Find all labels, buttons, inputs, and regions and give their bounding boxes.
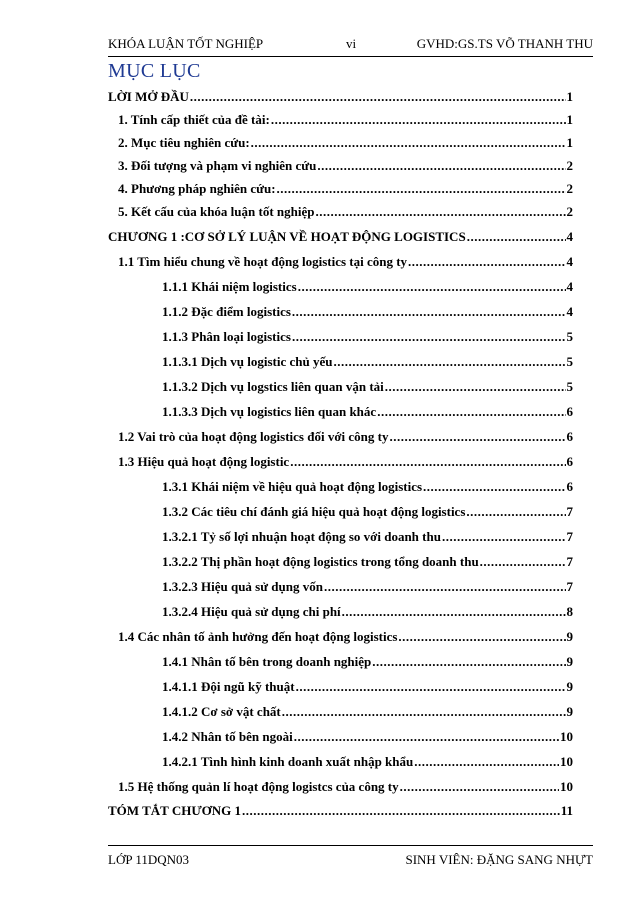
toc-entry (162, 728, 573, 746)
toc-leader (342, 603, 566, 621)
toc-entry-page: 9 (566, 704, 573, 719)
toc-entry-page: 6 (566, 479, 573, 494)
toc-entry (162, 678, 573, 696)
toc-entry-text: LỜI MỞ ĐẦU (108, 89, 189, 104)
toc-entry-page: 10 (560, 779, 573, 794)
toc-leader (385, 378, 566, 396)
toc-entry-text: 1.2 Vai trò của hoạt động logistics đối với công ty (118, 429, 389, 444)
toc-leader (480, 553, 566, 571)
toc-entry (162, 378, 573, 396)
toc-entry-text: 1.1.3.3 Dịch vụ logistics liên quan khác (162, 404, 377, 419)
toc-entry-text: TÓM TẮT CHƯƠNG 1 (108, 803, 242, 818)
toc-entry-page: 7 (566, 529, 573, 544)
toc-entry-page: 9 (566, 679, 573, 694)
toc-entry (162, 403, 573, 421)
toc-leader (317, 157, 565, 175)
toc-entry-text: 5. Kết cấu của khóa luận tốt nghiệp (118, 204, 315, 219)
toc-entry (118, 157, 573, 175)
toc-entry-page: 6 (566, 429, 573, 444)
toc-entry (118, 628, 573, 646)
toc-entry-text: 3. Đối tượng và phạm vi nghiên cứu (118, 158, 317, 173)
toc-entry (118, 253, 573, 271)
toc-entry (162, 353, 573, 371)
toc-entry (162, 303, 573, 321)
footer-class: LỚP 11DQN03 (108, 852, 190, 867)
toc-leader (290, 453, 565, 471)
toc-entry-text: 1.4.1 Nhân tố bên trong doanh nghiệp (162, 654, 372, 669)
toc-leader (423, 478, 565, 496)
toc-entry (162, 603, 573, 621)
toc-entry (108, 802, 573, 820)
header-page-number: vi (346, 36, 357, 51)
toc-entry-text: 1. Tính cấp thiết của đề tài: (118, 112, 270, 127)
toc-entry-text: 1.3.2 Các tiêu chí đánh giá hiệu quả hoạt động logistics (162, 504, 466, 519)
toc-entry-page: 6 (566, 454, 573, 469)
toc-entry (108, 228, 573, 246)
toc-entry-text: 1.5 Hệ thống quản lí hoạt động logistcs của công ty (118, 779, 399, 794)
toc-leader (282, 703, 566, 721)
toc-leader (296, 678, 566, 696)
toc-entry (118, 203, 573, 221)
toc-entry (162, 328, 573, 346)
toc-entry-text: 1.1.3.1 Dịch vụ logistic chủ yếu (162, 354, 333, 369)
toc-entry (118, 778, 573, 796)
toc-leader (242, 802, 560, 820)
page-footer (108, 845, 593, 866)
toc-entry (162, 278, 573, 296)
toc-leader (442, 528, 566, 546)
toc-entry-text: 1.4 Các nhân tố ảnh hưởng đến hoạt động logistics (118, 629, 398, 644)
toc-entry (118, 453, 573, 471)
toc-leader (190, 88, 566, 106)
toc-entry (162, 703, 573, 721)
toc-entry-text: 1.3 Hiệu quả hoạt động logistic (118, 454, 290, 469)
toc-entry-page: 1 (566, 135, 573, 150)
toc-entry-text: 1.1.1 Khái niệm logistics (162, 279, 297, 294)
toc-entry-text: 1.1.3 Phân loại logistics (162, 329, 291, 344)
toc-leader (292, 303, 566, 321)
toc-entry (118, 134, 573, 152)
toc-entry (162, 553, 573, 571)
toc-entry-text: 1.4.2 Nhân tố bên ngoài (162, 729, 293, 744)
toc-entry (162, 653, 573, 671)
toc-entry-page: 1 (566, 112, 573, 127)
toc-entry-page: 8 (566, 604, 573, 619)
toc-entry (162, 578, 573, 596)
toc-entry-page: 5 (566, 379, 573, 394)
toc-entry-text: 1.4.1.2 Cơ sở vật chất (162, 704, 281, 719)
toc-leader (372, 653, 565, 671)
toc-entry (118, 111, 573, 129)
toc-entry-text: CHƯƠNG 1 :CƠ SỞ LÝ LUẬN VỀ HOẠT ĐỘNG LOGISTICS (108, 229, 466, 244)
toc-entry (162, 503, 573, 521)
toc-leader (389, 428, 565, 446)
toc-entry-page: 10 (560, 729, 573, 744)
toc-leader (398, 628, 565, 646)
toc-entry (118, 428, 573, 446)
footer-student: SINH VIÊN: ĐẶNG SANG NHỰT (405, 852, 593, 867)
toc-entry-page: 10 (560, 754, 573, 769)
toc-entry (108, 88, 573, 106)
toc-entry-page: 2 (566, 181, 573, 196)
toc-entry-text: 1.4.2.1 Tình hình kinh doanh xuất nhập khẩu (162, 754, 414, 769)
toc-entry-page: 7 (566, 579, 573, 594)
toc-entry-page: 7 (566, 504, 573, 519)
toc-entry-page: 2 (566, 204, 573, 219)
toc-entry-page: 4 (566, 229, 573, 244)
toc-entry (162, 753, 573, 771)
toc-entry-text: 2. Mục tiêu nghiên cứu: (118, 135, 250, 150)
toc-leader (467, 228, 566, 246)
toc-entry-text: 4. Phương pháp nghiên cứu: (118, 181, 276, 196)
toc-entry-text: 1.3.2.3 Hiệu quả sử dụng vốn (162, 579, 323, 594)
toc-leader (414, 753, 559, 771)
toc-leader (315, 203, 565, 221)
toc-entry-text: 1.1.3.2 Dịch vụ logstics liên quan vận tải (162, 379, 384, 394)
toc-leader (298, 278, 566, 296)
toc-entry-page: 4 (566, 304, 573, 319)
toc-leader (408, 253, 565, 271)
toc-entry (162, 478, 573, 496)
toc-entry-text: 1.4.1.1 Đội ngũ kỹ thuật (162, 679, 295, 694)
toc-entry-page: 4 (566, 254, 573, 269)
toc-entry-page: 2 (566, 158, 573, 173)
toc-entry-page: 5 (566, 354, 573, 369)
toc-entry-text: 1.3.2.4 Hiệu quả sử dụng chi phí (162, 604, 341, 619)
toc-entry-page: 9 (566, 629, 573, 644)
toc-leader (324, 578, 566, 596)
toc-entry (118, 180, 573, 198)
toc-leader (333, 353, 565, 371)
header-thesis-label: KHÓA LUẬN TỐT NGHIỆP (108, 36, 264, 51)
toc-leader (466, 503, 565, 521)
toc-entry-page: 9 (566, 654, 573, 669)
toc-entry-page: 7 (566, 554, 573, 569)
toc-entry-page: 6 (566, 404, 573, 419)
toc-entry-text: 1.3.2.1 Tỷ số lợi nhuận hoạt động so với doanh thu (162, 529, 441, 544)
toc-leader (292, 328, 566, 346)
toc-leader (277, 180, 566, 198)
toc-entry-page: 11 (560, 803, 573, 818)
toc-entry (162, 528, 573, 546)
toc-leader (377, 403, 565, 421)
toc-leader (294, 728, 559, 746)
toc-leader (271, 111, 566, 129)
page-title: MỤC LỤC (108, 60, 201, 82)
toc-entry-text: 1.3.1 Khái niệm về hiệu quả hoạt động logistics (162, 479, 423, 494)
toc-leader (251, 134, 566, 152)
header-advisor: GVHD:GS.TS VÕ THANH THU (416, 36, 593, 51)
toc-entry-page: 1 (566, 89, 573, 104)
toc-entry-page: 5 (566, 329, 573, 344)
toc-entry-page: 4 (566, 279, 573, 294)
toc-entry-text: 1.1 Tìm hiểu chung về hoạt động logistics tại công ty (118, 254, 408, 269)
toc-leader (400, 778, 559, 796)
toc-entry-text: 1.1.2 Đặc điểm logistics (162, 304, 291, 319)
toc-entry-text: 1.3.2.2 Thị phần hoạt động logistics trong tổng doanh thu (162, 554, 479, 569)
